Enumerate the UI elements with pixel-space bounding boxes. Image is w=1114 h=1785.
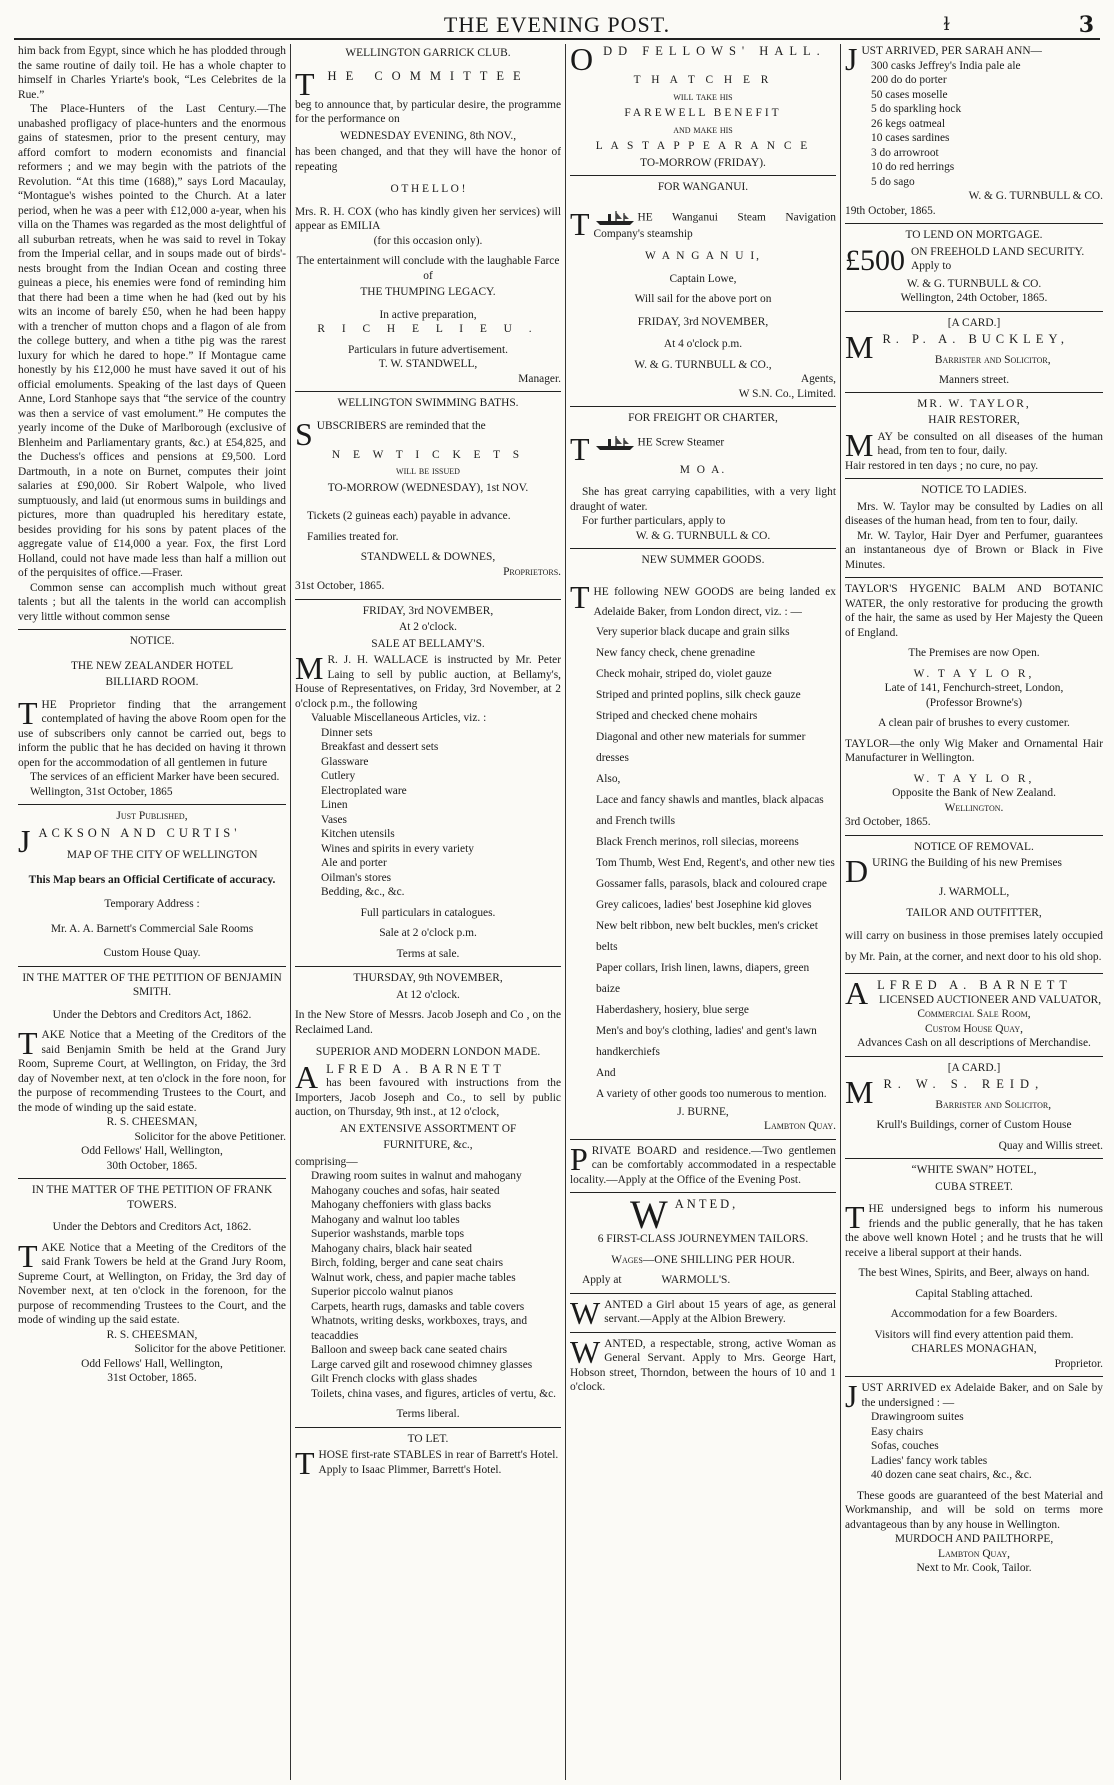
list-item: Glassware bbox=[321, 755, 369, 768]
list-item: Bedding, &c., &c. bbox=[321, 886, 405, 898]
petition-towers: IN THE MATTER OF THE PETITION OF FRANK TOWERS. Under the Debtors and Creditors Act, 1862. TAKE Notice that a Meeting of the Creditors of the said Frank Towers be held at the Grand Jury Room, Supreme Court, at Wellington, on Friday, the 3rd day of November next, at ten o'clock in the forenoon, for the purpose of recommending Trustees to the Court, and the mode of winding up the said estate. R. S. CHEESMAN, Solicitor for the above Petitioner. Odd Fellows' Hall, Wellington, 31st October, 1865. bbox=[18, 1184, 286, 1384]
list-item: Large carved gilt and rosewood chimney glasses bbox=[311, 1358, 533, 1371]
list-item: Mahogany chairs, black hair seated bbox=[311, 1242, 472, 1255]
wanted-tailors-advert: WANTED, 6 FIRST-CLASS JOURNEYMEN TAILORS. Wages—ONE SHILLING PER HOUR. Apply at WARMOLL'S. bbox=[582, 1192, 809, 1286]
list-item: Oilman's stores bbox=[321, 871, 392, 884]
list-item: 26 kegs oatmeal bbox=[871, 117, 946, 130]
summer-goods-advert: NEW SUMMER GOODS. THE following NEW GOODS are being landed ex Adelaide Baker, from London direct, viz. : — Very superior black ducape and grain silks New fancy check, chene grenadine Check mohair, striped do, violet gauze Striped and printed poplins, silk check gauze Striped and checked chene mohairs Diagonal and other new materials for summer dresses Also, Lace and fancy shawls and mantles, black alpacas and French twills Black French merinos, roll silecias, moreens Tom Thumb, West End, Regent's, and other new ties Gossamer falls, parasols, black and coloured crape Grey calicoes, ladies' best Josephine kid gloves New belt ribbon, new belt buckles, men's cricket belts Paper collars, Irish linen, lawns, diapers, green baize Haberdashery, hosiery, blue serge Men's and boy's clothing, ladies' and gent's lawn handkerchiefs And A variety of other goods too numerous to mention. J. BURNE, Lambton Quay. bbox=[570, 554, 836, 1132]
wanted-servant-advert: WANTED, a respectable, strong, active Woman as General Servant. Apply to Mrs. George Hart, Hobson street, Thorndon, between the hours of 10 and 1 o'clock. bbox=[570, 1333, 836, 1393]
mortgage-amount: £500 bbox=[845, 243, 905, 277]
essay-paragraph: The Place-Hunters of the Last Century.—The unabashed profligacy of place-hunters and the enormous gains of statesmen, prior to the present century, may afford comfort to modern economists and financial reformers ; and we may begin with the patriots of the Revolution. “At this time (1688),” says Lord Macaulay, “Montague's wishes pointed to the Church. At a later period, when he was a peer with £12,000 a-year, when his villa on the Thames was regarded as the most delightful of all suburban retreats, when he was said to revel in Tokay from the Imperial cellar, and in soups made out of birds'-nests brought from the Indian Ocean and costing three guineas a piece, his enemies were fond of reminding him that there had been a time when he had (ked out by his wits an income of barely £50, when he had been happy with a trencher of mutton chops and a flagon of ale from the college buttery, and when a tithe pig was the rarest luxury for which he dared to hope.” If Montague came honestly by his £12,000 he must have saved it out of his official emoluments. Speaking of the last days of Queen Anne, Lord Stanhope says that “the service of the country was then a service of vast emolument.” He computes the yearly income of the Duke of Marlborough (exclusive of Blenheim and Parliamentary grants, &c.) at £54,825, and the Duchess's offices and pensions at £9,500. Lord Dartmouth, in a note on Burnet, computes their joint salaries at £90,000. Sir Robert Walpole, who lived sumptuously, and laid (ut enormous sums in buildings and pictures, more than quadrupled his hereditary estate, besides providing for his sons by patent places of the aggregate value of £14,000 a year. Fox, the first Lord Holland, could not have made less than half a million out of the perquisites of office.—Fraser. bbox=[18, 103, 286, 579]
list-item: New belt ribbon, new belt buckles, men's cricket belts bbox=[596, 919, 818, 953]
list-item: 5 do sparkling hock bbox=[871, 103, 962, 115]
list-item: Paper collars, Irish linen, lawns, diapers, green baize bbox=[596, 961, 810, 995]
list-item: Kitchen utensils bbox=[321, 828, 395, 840]
list-item: Ladies' fancy work tables bbox=[871, 1454, 988, 1467]
column-rule bbox=[290, 44, 291, 1780]
list-item: Cutlery bbox=[321, 770, 356, 782]
list-item: Striped and printed poplins, silk check gauze bbox=[596, 688, 801, 701]
essay-paragraph: him back from Egypt, since which he has plodded through the same routine of daily toil. He has a whole chapter to himself in Charles Yriarte's book, “Les Celebrites de la Rue.” bbox=[18, 45, 286, 101]
garrick-club-advert: WELLINGTON GARRICK CLUB. THE COMMITTEE beg to announce that, by particular desire, the programme for the performance on WEDNESDAY EVENING, 8th NOV., has been changed, and that they will have the honor of repeating O T H E L L O ! Mrs. R. H. COX (who has kindly given her services) will appear as EMILIA (for this occasion only). The entertainment will conclude with the laughable Farce of THE THUMPING LEGACY. In active preparation, R I C H E L I E U . Particulars in future advertisement. T. W. STANDWELL, Manager. bbox=[295, 47, 561, 385]
wanted-girl-advert: WANTED a Girl about 15 years of age, as general servant.—Apply at the Albion Brewery. bbox=[570, 1294, 836, 1331]
list-item: Balloon and sweep back cane seated chairs bbox=[311, 1344, 508, 1356]
list-item: 200 do do porter bbox=[871, 74, 947, 86]
list-item: 10 cases sardines bbox=[871, 132, 950, 144]
newspaper-title: THE EVENING POST. bbox=[443, 12, 671, 37]
hygenic-balm-advert: TAYLOR'S HYGENIC BALM AND BOTANIC WATER, the only restorative for producing the growth of the hair, the same as used by Her Majesty the Queen of England. The Premises are now Open. W. T A Y L O R, Late of 141, Fenchurch-street, London, (Professor Browne's) A clean pair of brushes to every customer. TAYLOR—the only Wig Maker and Ornamental Hair Manufacturer in Wellington. W. T A Y L O R, Opposite the Bank of New Zealand. Wellington. 3rd October, 1865. bbox=[845, 583, 1103, 828]
map-advert: Just Published, JACKSON AND CURTIS' MAP OF THE CITY OF WELLINGTON This Map bears an Official Certificate of accuracy. Temporary Address : Mr. A. A. Barnett's Commercial Sale Rooms Custom House Quay. bbox=[18, 810, 276, 959]
essay-paragraph: Common sense can accomplish much without great talents ; but all the talents in the world can accomplish very little without common sense bbox=[18, 581, 286, 623]
list-item: Grey calicoes, ladies' best Josephine kid gloves bbox=[596, 898, 812, 911]
list-item: Vases bbox=[321, 813, 347, 826]
list-item: New fancy check, chene grenadine bbox=[596, 646, 756, 659]
list-item: Sofas, couches bbox=[871, 1440, 939, 1452]
list-item: Easy chairs bbox=[871, 1425, 924, 1438]
list-item: Drawing room suites in walnut and mahogany bbox=[311, 1170, 522, 1182]
buckley-card: [A CARD.] M R. P. A. BUCKLEY, Barrister and Solicitor, Manners street. bbox=[845, 316, 1069, 386]
mortgage-advert: TO LEND ON MORTGAGE. £500 ON FREEHOLD LAND SECURITY. Apply to W. & G. TURNBULL & CO. Wellington, 24th October, 1865. bbox=[845, 229, 1085, 304]
white-swan-advert: “WHITE SWAN” HOTEL, CUBA STREET. THE undersigned begs to inform his numerous friends and the public generally, that he has taken the above well known Hotel ; and he trusts that he will receive a liberal support at their hands. The best Wines, Spirits, and Beer, always on hand. Capital Stabling attached. Accommodation for a few Boarders. Visitors will find every attention paid them. CHARLES MONAGHAN, Proprietor. bbox=[845, 1164, 1103, 1370]
masthead-mark: ɫ bbox=[943, 14, 950, 35]
wanganui-advert: FOR WANGANUI. T HE Wanganui Steam Navigation Company's steamship W A N G A N U I, Captain Lowe, Will sail for the above port on FRIDAY, 3rd NOVEMBER, At 4 o'clock p.m. W. & G. TURNBULL & CO., Agents, W S.N. Co., Limited. bbox=[570, 181, 836, 400]
column-rule bbox=[565, 44, 566, 1780]
column-rule bbox=[840, 44, 841, 1780]
notice-billiard: NOTICE. THE NEW ZEALANDER HOTEL BILLIARD ROOM. THE Proprietor finding that the arrangement contemplated of having the above Room open for the use of subscribers only cannot be carried out, begs to inform the public that he has decided on having it thrown open for the accommodation of all gentlemen in future The services of an efficient Marker have been secured. Wellington, 31st October, 1865 bbox=[18, 635, 286, 798]
list-item: 300 casks Jeffrey's India pale ale bbox=[871, 59, 1021, 72]
list-item: 40 dozen cane seat chairs, &c., &c. bbox=[871, 1469, 1032, 1481]
list-item: Superior washstands, marble tops bbox=[311, 1228, 465, 1240]
list-item: Linen bbox=[321, 799, 348, 811]
list-item: 50 cases moselle bbox=[871, 88, 948, 101]
barnett-auctioneer-advert: ALFRED A. BARNETT LICENSED AUCTIONEER AND VALUATOR, Commercial Sale Room, Custom House Quay, Advances Cash on all descriptions of Merchandise. bbox=[845, 975, 1102, 1049]
taylor-hair-advert: MR. W. TAYLOR, HAIR RESTORER, MAY be consulted on all diseases of the human head, from ten to four, daily. Hair restored in ten days ; no cure, no pay. bbox=[845, 397, 1103, 472]
list-item: Men's and boy's clothing, ladies' and gent's lawn handkerchiefs bbox=[596, 1024, 817, 1058]
list-item: Birch, folding, berger and cane seat chairs bbox=[311, 1257, 504, 1269]
swimming-baths-advert: WELLINGTON SWIMMING BATHS. SUBSCRIBERS are reminded that the N E W T I C K E T S will be issued TO-MORROW (WEDNESDAY), 1st NOV. Tickets (2 guineas each) payable in advance. Families treated for. STANDWELL & DOWNES, Proprietors. 31st October, 1865. bbox=[295, 397, 561, 592]
sarah-ann-advert: JUST ARRIVED, PER SARAH ANN— 300 casks Jeffrey's India pale ale 200 do do porter 50 cases moselle 5 do sparkling hock 26 kegs oatmeal 10 cases sardines 3 do arrowroot 10 do red herrings 5 do sago W. & G. TURNBULL & CO. 19th October, 1865. bbox=[845, 44, 1103, 217]
list-item: Very superior black ducape and grain silks bbox=[596, 625, 790, 638]
joseph-furniture-advert: THURSDAY, 9th NOVEMBER, At 12 o'clock. In the New Store of Messrs. Jacob Joseph and Co , on the Reclaimed Land. SUPERIOR AND MODERN LONDON MADE. ALFRED A. BARNETT has been favoured with instructions from the Importers, Jacob Joseph and Co., to sell by public auction, on Thursday, 9th inst., at 12 o'clock, AN EXTENSIVE ASSORTMENT OF FURNITURE, &c., comprising— Drawing room suites in walnut and mahogany Mahogany couches and sofas, hair seated Mahogany cheffoniers with glass backs Mahogany and walnut loo tables Superior washstands, marble tops Mahogany chairs, black hair seated Birch, folding, berger and cane seat chairs Walnut work, chess, and papier mache tables Superior piccolo walnut pianos Carpets, hearth rugs, damasks and table covers Whatnots, writing desks, workboxes, trays, and teacaddies Balloon and sweep back cane seated chairs Large carved gilt and rosewood chimney glasses Gilt French clocks with glass shades Toilets, china vases, and figures, articles of vertu, &c. Terms liberal. bbox=[295, 972, 561, 1420]
masthead bbox=[14, 6, 1100, 40]
column-1 bbox=[18, 44, 286, 1780]
list-item: Toilets, china vases, and figures, articles of vertu, &c. bbox=[311, 1387, 556, 1400]
list-item: Wines and spirits in every variety bbox=[321, 842, 474, 855]
list-item: Mahogany couches and sofas, hair seated bbox=[311, 1184, 500, 1197]
list-item: Striped and checked chene mohairs bbox=[596, 709, 758, 722]
list-item: Check mohair, striped do, violet gauze bbox=[596, 667, 772, 680]
list-item: 5 do sago bbox=[871, 175, 915, 188]
steamship-icon bbox=[594, 209, 638, 227]
page-number: 3 bbox=[1078, 12, 1094, 38]
list-item: Dinner sets bbox=[321, 726, 373, 739]
notice-removal: NOTICE OF REMOVAL. DURING the Building of his new Premises J. WARMOLL, TAILOR AND OUTFITTER, will carry on business in those premises lately occupied by Mr. Pain, at the corner, and next door to his old shop. bbox=[845, 840, 1103, 963]
private-board-advert: PRIVATE BOARD and residence.—Two gentlemen can be comfortably accommodated in a respectable locality.—Apply at the Office of the Evening Post. bbox=[570, 1140, 836, 1186]
list-item: Breakfast and dessert sets bbox=[321, 741, 439, 753]
to-let-advert: TO LET. THOSE first-rate STABLES in rear of Barrett's Hotel. Apply to Isaac Plimmer, Barrett's Hotel. bbox=[295, 1432, 559, 1481]
odd-fellows-advert: ODD FELLOWS' HALL. T H A T C H E R will take his FAREWELL BENEFIT and make his L A S T A P P E A R A N C E TO-MORROW (FRIDAY). bbox=[570, 44, 826, 169]
column-3 bbox=[570, 44, 836, 1780]
bellamy-sale-advert: FRIDAY, 3rd NOVEMBER, At 2 o'clock. SALE AT BELLAMY'S. M R. J. H. WALLACE is instructed by Mr. Peter Laing to sell by public auction, at Bellamy's, House of Representatives, on Friday, 3rd November, at 2 o'clock p.m., the following Valuable Miscellaneous Articles, viz. : Dinner sets Breakfast and dessert sets Glassware Cutlery Electroplated ware Linen Vases Kitchen utensils Wines and spirits in every variety Ale and porter Oilman's stores Bedding, &c., &c. Full particulars in catalogues. Sale at 2 o'clock p.m. Terms at sale. bbox=[295, 604, 561, 960]
column-2 bbox=[295, 44, 561, 1780]
reid-card: [A CARD.] M R. W. S. REID, Barrister and Solicitor, Krull's Buildings, corner of Custom House Quay and Willis street. bbox=[845, 1061, 1103, 1152]
list-item: Ale and porter bbox=[321, 857, 387, 869]
list-item: Electroplated ware bbox=[321, 784, 407, 797]
petition-smith: IN THE MATTER OF THE PETITION OF BENJAMIN SMITH. Under the Debtors and Creditors Act, 1862. TAKE Notice that a Meeting of the Creditors of the said Benjamin Smith be held at the Grand Jury Room, Supreme Court, at Wellington, on Friday, the 3rd day of November next, at ten o'clock in the fore noon, for the purpose of recommending Trustees to the Court, and the mode of winding up the said estate. R. S. CHEESMAN, Solicitor for the above Petitioner. Odd Fellows' Hall, Wellington, 30th October, 1865. bbox=[18, 971, 286, 1172]
list-item: Gilt French clocks with glass shades bbox=[311, 1373, 478, 1385]
list-item: A variety of other goods too numerous to mention. bbox=[596, 1087, 827, 1100]
list-item: Mahogany cheffoniers with glass backs bbox=[311, 1199, 492, 1211]
list-item: Mahogany and walnut loo tables bbox=[311, 1213, 460, 1226]
notice-ladies: NOTICE TO LADIES. Mrs. W. Taylor may be consulted by Ladies on all diseases of the human head, from ten to four, daily. Mr. W. Taylor, Hair Dyer and Perfumer, guarantees an instantaneous dye of Brown or Black in Five Minutes. bbox=[845, 484, 1103, 571]
list-item: Haberdashery, hosiery, blue serge bbox=[596, 1003, 749, 1016]
list-item: Diagonal and other new materials for summer dresses bbox=[596, 730, 806, 764]
list-item: Whatnots, writing desks, workboxes, trays, and teacaddies bbox=[311, 1315, 528, 1342]
steamship-icon bbox=[594, 434, 638, 452]
list-item: Lace and fancy shawls and mantles, black alpacas and French twills bbox=[596, 793, 824, 827]
list-item: 3 do arrowroot bbox=[871, 146, 939, 159]
list-item: Gossamer falls, parasols, black and coloured crape bbox=[596, 877, 827, 890]
list-item: Tom Thumb, West End, Regent's, and other new ties bbox=[596, 856, 835, 869]
list-item: Superior piccolo walnut pianos bbox=[311, 1286, 454, 1298]
list-item: And bbox=[596, 1066, 616, 1079]
list-item: Carpets, hearth rugs, damasks and table covers bbox=[311, 1300, 525, 1313]
list-item: Also, bbox=[596, 772, 621, 785]
adelaide-baker-advert: JUST ARRIVED ex Adelaide Baker, and on Sale by the undersigned : — Drawingroom suites Easy chairs Sofas, couches Ladies' fancy work tables 40 dozen cane seat chairs, &c., &c. These goods are guaranteed of the best Material and Workmanship, and will be sold on terms more advantageous than by any house in Wellington. MURDOCH AND PAILTHORPE, Lambton Quay, Next to Mr. Cook, Tailor. bbox=[845, 1378, 1103, 1574]
list-item: 10 do red herrings bbox=[871, 161, 955, 173]
list-item: Drawingroom suites bbox=[871, 1411, 964, 1423]
freight-advert: FOR FREIGHT OR CHARTER, T HE Screw Steamer M O A. She has great carrying capabilities, with a very light draught of water. For further particulars, apply to W. & G. TURNBULL & CO. bbox=[570, 412, 836, 542]
list-item: Black French merinos, roll silecias, moreens bbox=[596, 835, 799, 848]
column-4 bbox=[845, 44, 1103, 1780]
list-item: Walnut work, chess, and papier mache tables bbox=[311, 1271, 516, 1284]
